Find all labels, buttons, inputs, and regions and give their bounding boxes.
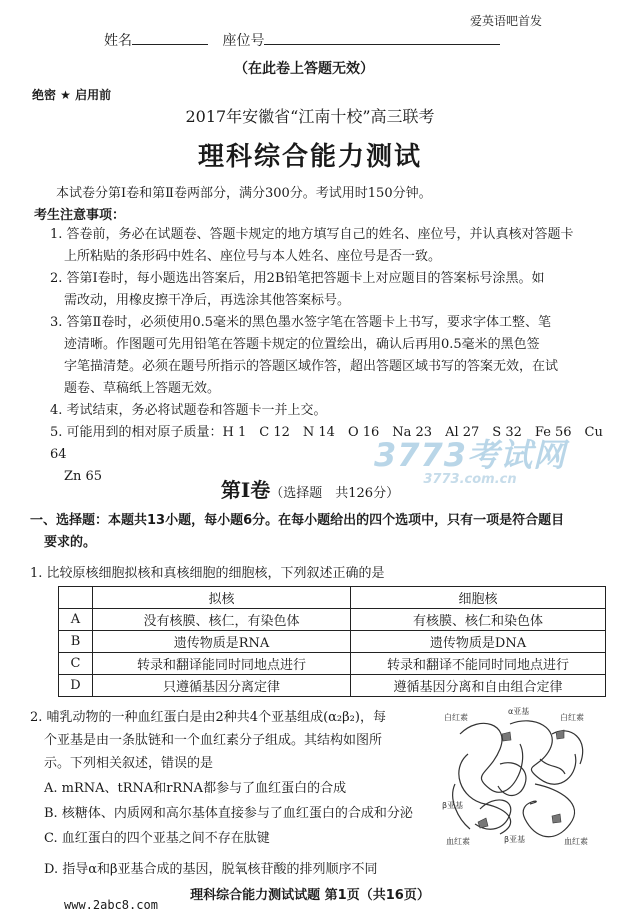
table-header-row (59, 587, 606, 609)
part1-sub: （选择题 共126分） (270, 486, 400, 501)
table-cell: 转录和翻译能同时同地点进行 (93, 653, 351, 675)
note-2: 2. 答第Ⅰ卷时，每小题选出答案后，用2B铅笔把答题卡上对应题目的答案标号涂黑。如 需改动，用橡皮擦干净后，再选涂其他答案标号。 (50, 271, 545, 308)
intro-text: 本试卷分第Ⅰ卷和第Ⅱ卷两部分，满分300分。考试用时150分钟。 (56, 186, 432, 201)
table-cell: C (59, 653, 93, 675)
answer-notice: （在此卷上答题无效） (234, 61, 374, 77)
note-3: 3. 答第Ⅱ卷时，必须使用0.5毫米的黑色墨水签字笔在答题卡上书写，要求字体工整、笔 迹清晰。作图题可先用铅笔在答题卡规定的位置绘出，确认后再用0.5毫米的黑色签 字笔描清楚。必须在题号所指示的答题区域作答，超出答题区域书写的答案无效，在试 题卷、草稿纸上答题无效。 (50, 315, 559, 396)
name-blank[interactable] (132, 31, 208, 45)
part1-heading (0, 474, 620, 503)
table-header-cell: 拟核 (93, 587, 351, 609)
table-header-cell: 细胞核 (351, 587, 606, 609)
exam-title: 2017年安徽省“江南十校”高三联考 (185, 107, 435, 126)
subject-title: 理科综合能力测试 (197, 142, 422, 172)
figure-label: α亚基 (508, 707, 530, 716)
q1-stem: 1. 比较原核细胞拟核和真核细胞的细胞核，下列叙述正确的是 (30, 566, 385, 581)
q2-stem: 2. 哺乳动物的一种血红蛋白是由2种共4个亚基组成(α₂β₂)，每 个亚基是由一条肽链和一个血红素分子组成。其结构如图所 示。下列相关叙述，错误的是 (30, 710, 386, 771)
table-row (59, 631, 606, 653)
figure-label: 白红素 (444, 713, 468, 722)
table-cell: D (59, 675, 93, 697)
table-cell: 遵循基因分离和自由组合定律 (351, 675, 606, 697)
table-cell: B (59, 631, 93, 653)
part1-title: 第Ⅰ卷 (220, 478, 271, 502)
table-cell: 遗传物质是DNA (351, 631, 606, 653)
name-label: 姓名 (104, 33, 132, 49)
watermark-sub: 3773.com.cn (423, 472, 517, 487)
figure-label: β亚基 (442, 801, 464, 810)
seat-label: 座位号 (222, 33, 265, 49)
table-cell: 有核膜、核仁和染色体 (351, 609, 606, 631)
table-row (59, 609, 606, 631)
figure-label: β亚基 (504, 835, 526, 844)
table-cell: 遗传物质是RNA (93, 631, 351, 653)
option-d: D. 指导α和β亚基合成的基因，脱氧核苷酸的排列顺序不同 (44, 862, 378, 877)
option-c: C. 血红蛋白的四个亚基之间不存在肽键 (44, 831, 270, 846)
watermark-main: 3773考试网 (373, 436, 567, 474)
note-5: 5. 可能用到的相对原子质量：H 1 C 12 N 14 O 16 Na 23 Al 27 S 32 Fe 56 Cu 64 Zn 65 (50, 425, 603, 484)
table-cell: A (59, 609, 93, 631)
section1-instructions: 一、选择题：本题共13小题，每小题6分。在每小题给出的四个选项中，只有一项是符合题目 要求的。 (30, 513, 565, 550)
top-right-tag: 爱英语吧首发 (470, 14, 543, 28)
site-footer: www.2abc8.com (64, 898, 158, 912)
table-row (59, 675, 606, 697)
page-footer: 理科综合能力测试试题 第1页（共16页） (190, 888, 430, 903)
table-cell: 只遵循基因分离定律 (93, 675, 351, 697)
note-4: 4. 考试结束，务必将试题卷和答题卡一并上交。 (50, 403, 327, 418)
table-cell: 转录和翻译不能同时同地点进行 (351, 653, 606, 675)
table-row (59, 653, 606, 675)
table-cell: 没有核膜、核仁，有染色体 (93, 609, 351, 631)
table-header-cell (59, 587, 93, 609)
secret-label: 绝密 ★ 启用前 (32, 88, 112, 102)
figure-label: 白红素 (560, 713, 584, 722)
option-a: A. mRNA、tRNA和rRNA都参与了血红蛋白的合成 (44, 781, 347, 796)
q2-options (44, 776, 464, 882)
notes-heading: 考生注意事项： (34, 208, 126, 223)
figure-label: 血红素 (564, 837, 588, 846)
figure-label: 血红素 (446, 837, 470, 846)
q1-table (58, 586, 606, 697)
hemoglobin-figure (440, 704, 600, 848)
option-b: B. 核糖体、内质网和高尔基体直接参与了血红蛋白的合成和分泌 (44, 806, 413, 821)
note-1: 1. 答卷前，务必在试题卷、答题卡规定的地方填写自己的姓名、座位号，并认真核对答题卡 上所粘贴的条形码中姓名、座位号与本人姓名、座位号是否一致。 (50, 227, 574, 264)
seat-blank[interactable] (264, 31, 500, 45)
name-seat-line (104, 30, 500, 50)
